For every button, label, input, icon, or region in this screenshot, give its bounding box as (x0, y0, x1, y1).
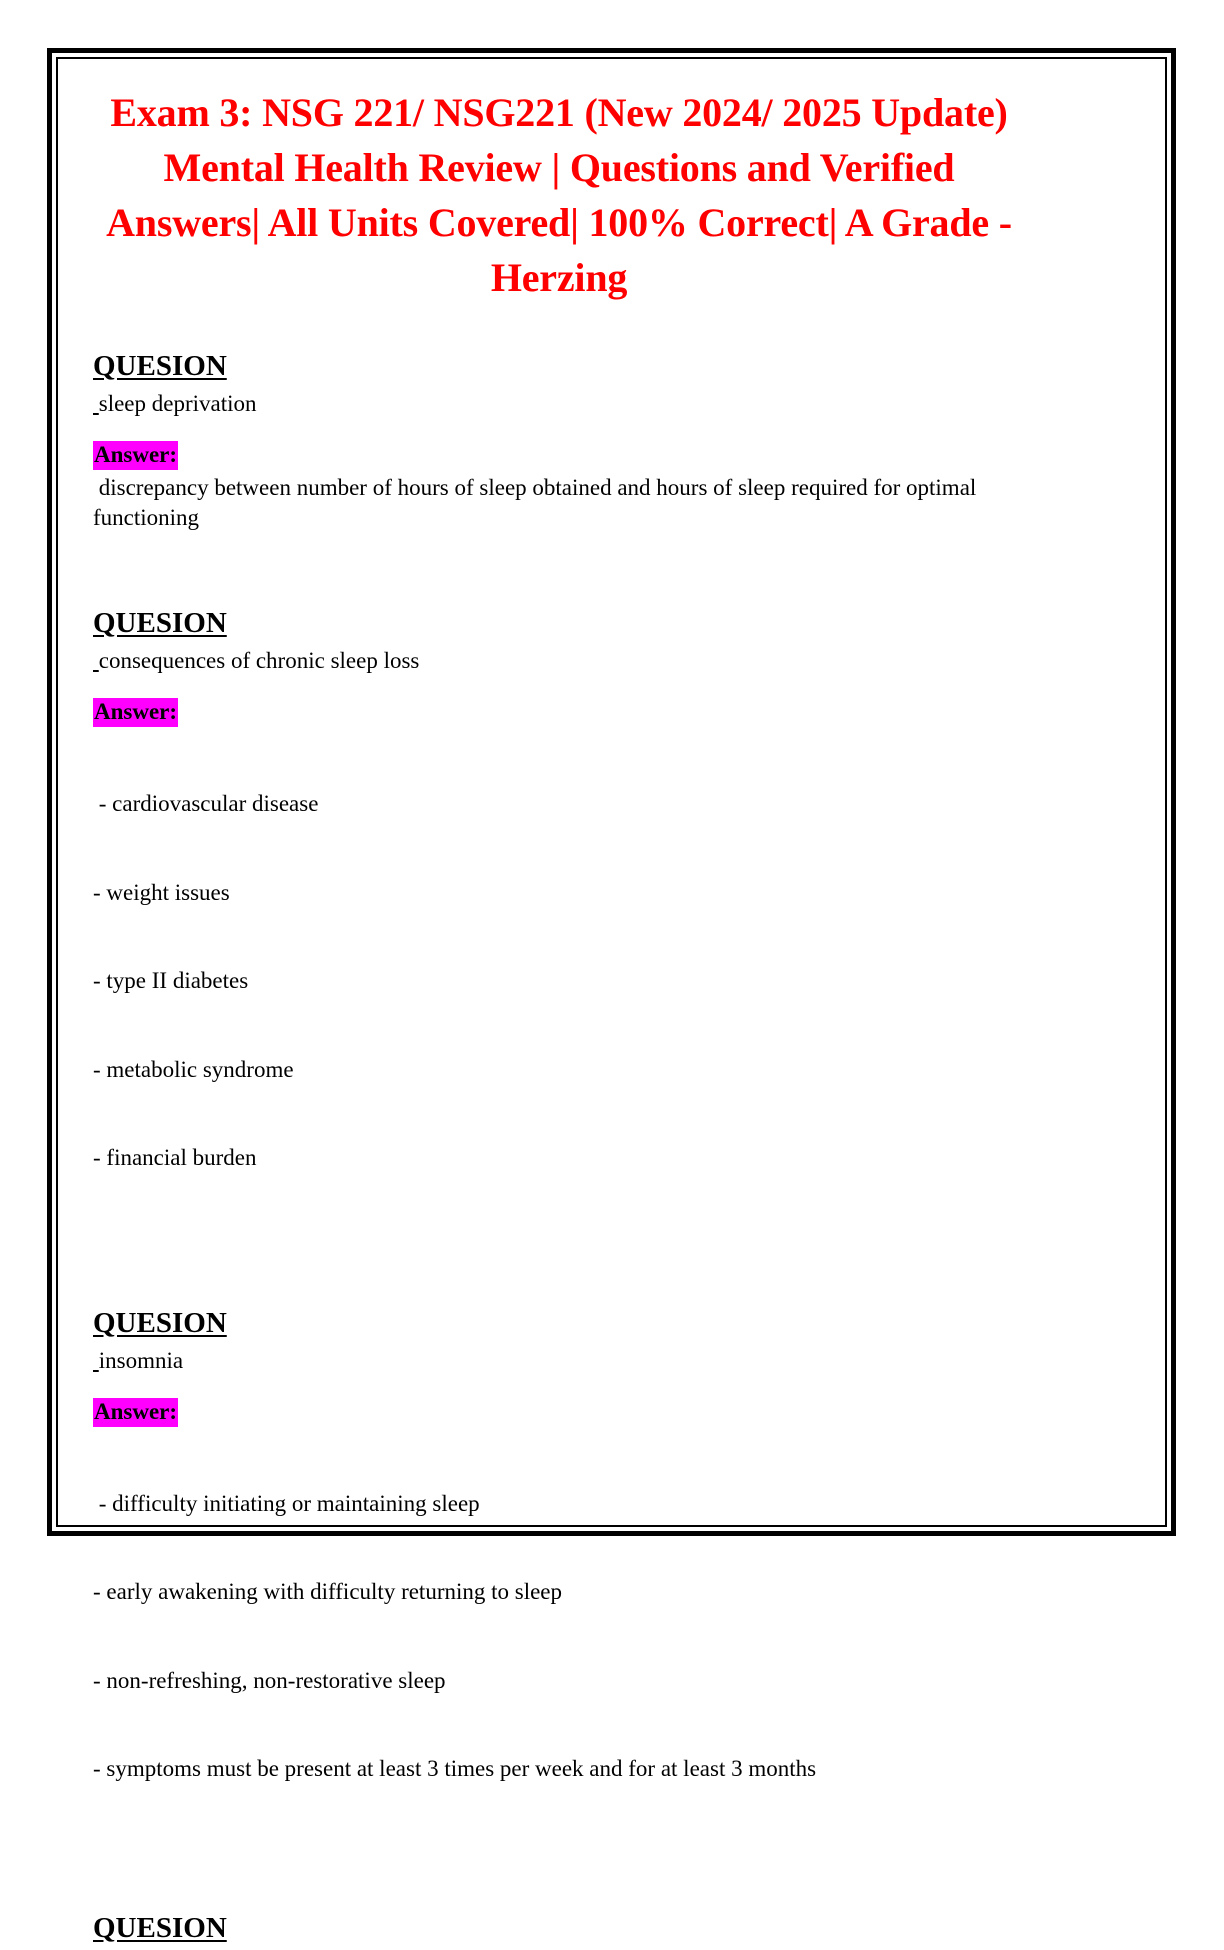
spacer-after-title (93, 305, 1025, 349)
block-spacer (93, 1232, 1025, 1306)
answer-label: Answer: (93, 1398, 178, 1427)
answer-list (93, 730, 1025, 1232)
question-text: insomnia (98, 1347, 184, 1373)
answer-list-item: - weight issues (93, 879, 230, 905)
question-heading: QUESION (93, 607, 227, 639)
question-heading: QUESION (93, 1911, 227, 1944)
block-spacer (93, 532, 1025, 606)
answer-label: Answer: (93, 698, 178, 727)
answer-list-item: - metabolic syndrome (93, 1056, 294, 1082)
question-heading-row (93, 1306, 1025, 1345)
answer-list-item: - financial burden (93, 1145, 257, 1170)
answer-text: discrepancy between number of hours of sleep obtained and hours of sleep required for optimal functioning (93, 475, 983, 530)
answer-label-row (93, 698, 1025, 730)
question-text: consequences of chronic sleep loss (98, 648, 420, 673)
answer-list-item: - non-refreshing, non-restorative sleep (93, 1667, 446, 1693)
document-body (93, 85, 1025, 1950)
answer-label: Answer: (93, 441, 178, 470)
question-heading: QUESION (93, 350, 227, 382)
answer-list-item: - early awakening with difficulty returning to sleep (93, 1579, 563, 1604)
answer-list-item: - symptoms must be present at least 3 times per week and for at least 3 months (93, 1756, 817, 1781)
question-heading-row (93, 606, 1025, 645)
qa-block (93, 349, 1025, 532)
question-text: sleep deprivation (98, 391, 257, 416)
question-text-row (93, 388, 1025, 419)
answer-list-item: - cardiovascular disease (93, 791, 319, 816)
question-heading-row (93, 349, 1025, 388)
block-spacer (93, 1843, 1025, 1911)
question-heading-row-trailing (93, 1911, 1025, 1950)
answer-label-row (93, 441, 1025, 473)
qa-block (93, 1306, 1025, 1843)
question-heading: QUESION (93, 1306, 227, 1339)
answer-list-item: - difficulty initiating or maintaining sleep (93, 1490, 480, 1516)
question-text-row (93, 645, 1025, 676)
qa-block (93, 606, 1025, 1232)
page-title: Exam 3: NSG 221/ NSG221 (New 2024/ 2025 Update) Mental Health Review | Questions and Verified Answers| All Units Covered| 100% Correct| A Grade - Herzing (106, 90, 1012, 300)
answer-list (93, 1430, 1025, 1843)
answer-label-row (93, 1398, 1025, 1430)
question-text-row (93, 1345, 1025, 1376)
answer-list-item: - type II diabetes (93, 968, 249, 993)
